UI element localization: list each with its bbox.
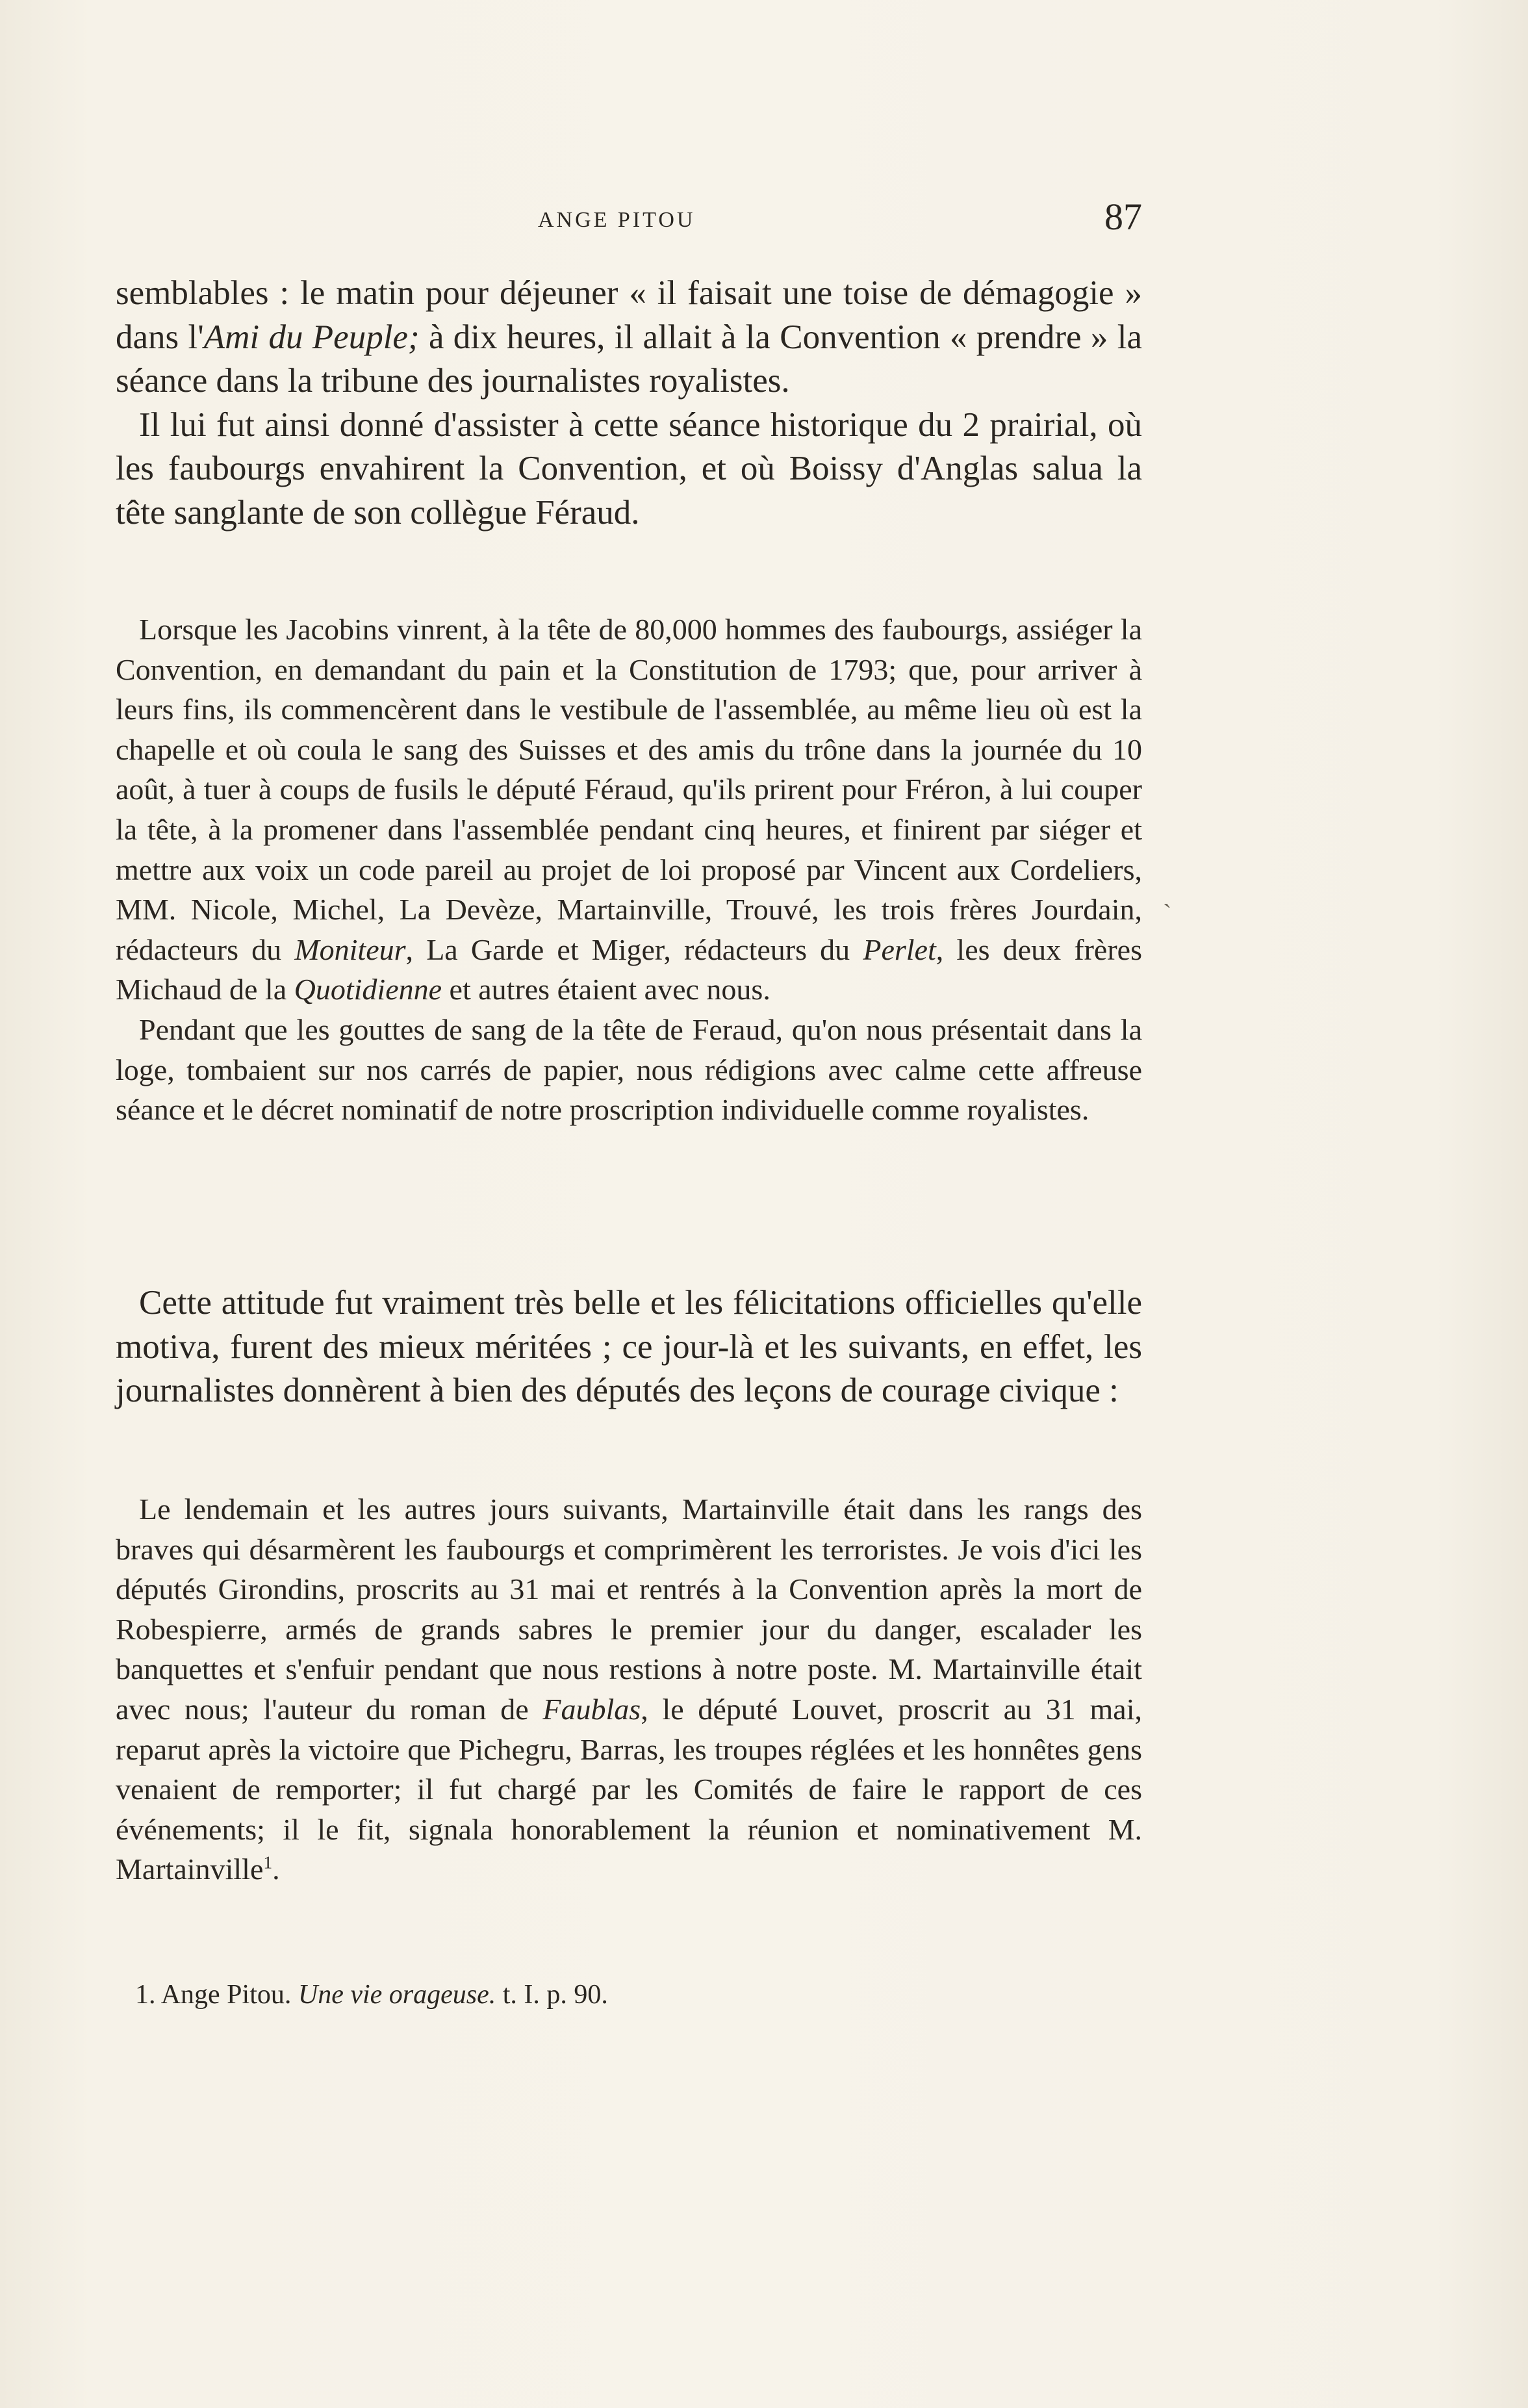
quotation-paragraph-3: Le lendemain et les autres jours suivants, Martainville était dans les rangs des braves qui désarmèrent les faubourgs et comprimèrent les terroristes. Je vois d'ici les députés Girondins, proscrits au 31 mai et rentrés à la Convention après la mort de Robespierre, armés de grands sabres le premier jour du danger, escalader les banquettes et s'enfuir pendant que nous restions à notre poste. M. Martainville était avec nous; l'auteur du roman de Faublas, le député Louvet, proscrit au 31 mai, reparut après la victoire que Pichegru, Barras, les troupes réglées et les honnêtes gens venaient de remporter; il fut chargé par les Comités de faire le rapport de ces événements; il le fit, signala honorablement la réunion et nominativement M. Martainville$^1$.: [116, 1492, 1142, 1886]
running-title: ANGE PITOU: [538, 208, 696, 232]
paragraph-3: Cette attitude fut vraiment très belle et les félicitations officielles qu'elle motiva, furent des mieux méritées ; ce jour-là et les suivants, en effet, les journalistes donnèrent à bien des députés des leçons de courage civique :: [116, 1284, 1142, 1409]
footnote-reference-text: t. I. p. 90.: [502, 1980, 608, 2010]
quotation-block-1: [116, 609, 1142, 1130]
page-header: [116, 195, 1142, 253]
footnote-title: Une vie orageuse.: [298, 1980, 496, 2010]
margin-mark: `: [1163, 899, 1172, 928]
paragraph-1: semblables : le matin pour déjeuner « il faisait une toise de démagogie » dans l'Ami du Peuple; à dix heures, il allait à la Convention « prendre » la séance dans la tribune des journalistes royalistes.: [116, 274, 1142, 400]
body-text-block-2: [116, 1281, 1142, 1413]
quotation-paragraph-2: Pendant que les gouttes de sang de la tête de Feraud, qu'on nous présentait dans la loge, tombaient sur nos carrés de papier, nous rédigions avec calme cette affreuse séance et le décret nominatif de notre proscription individuelle comme royalistes.: [116, 1012, 1142, 1127]
quotation-paragraph-1: Lorsque les Jacobins vinrent, à la tête de 80,000 hommes des faubourgs, assiéger la Convention, en demandant du pain et la Constitution de 1793; que, pour arriver à leurs fins, ils commencèrent dans le vestibule de l'assemblée, au même lieu où est la chapelle et où coula le sang des Suisses et des amis du trône dans la journée du 10 août, à tuer à coups de fusils le député Féraud, qu'ils prirent pour Fréron, à lui couper la tête, à la promener dans l'assemblée pendant cinq heures, et finirent par siéger et mettre aux voix un code pareil au projet de loi proposé par Vincent aux Cordeliers, MM. Nicole, Michel, La Devèze, Martainville, Trouvé, les trois frères Jourdain, rédacteurs du Moniteur, La Garde et Miger, rédacteurs du Perlet, les deux frères Michaud de la Quotidienne et autres étaient avec nous.: [116, 613, 1142, 1006]
italic-title: Quotidienne: [294, 973, 442, 1006]
italic-title: Perlet: [863, 932, 936, 966]
italic-title: Moniteur: [294, 932, 406, 966]
body-text-block-1: [116, 272, 1142, 535]
footnote-author: Ange Pitou.: [160, 1980, 292, 2010]
paragraph-2: Il lui fut ainsi donné d'assister à cette séance historique du 2 prairial, où les faubourgs envahirent la Convention, et où Boissy d'Anglas salua la tête sanglante de son collègue Féraud.: [116, 405, 1142, 532]
page-number: 87: [1104, 196, 1142, 238]
footnote-reference: 1: [263, 1852, 273, 1873]
footnote: [135, 1977, 608, 2013]
italic-title: Faublas: [542, 1692, 641, 1726]
footnote-number: 1.: [135, 1980, 156, 2010]
quotation-block-2: [116, 1489, 1142, 1889]
italic-title: Ami du Peuple;: [203, 318, 420, 356]
